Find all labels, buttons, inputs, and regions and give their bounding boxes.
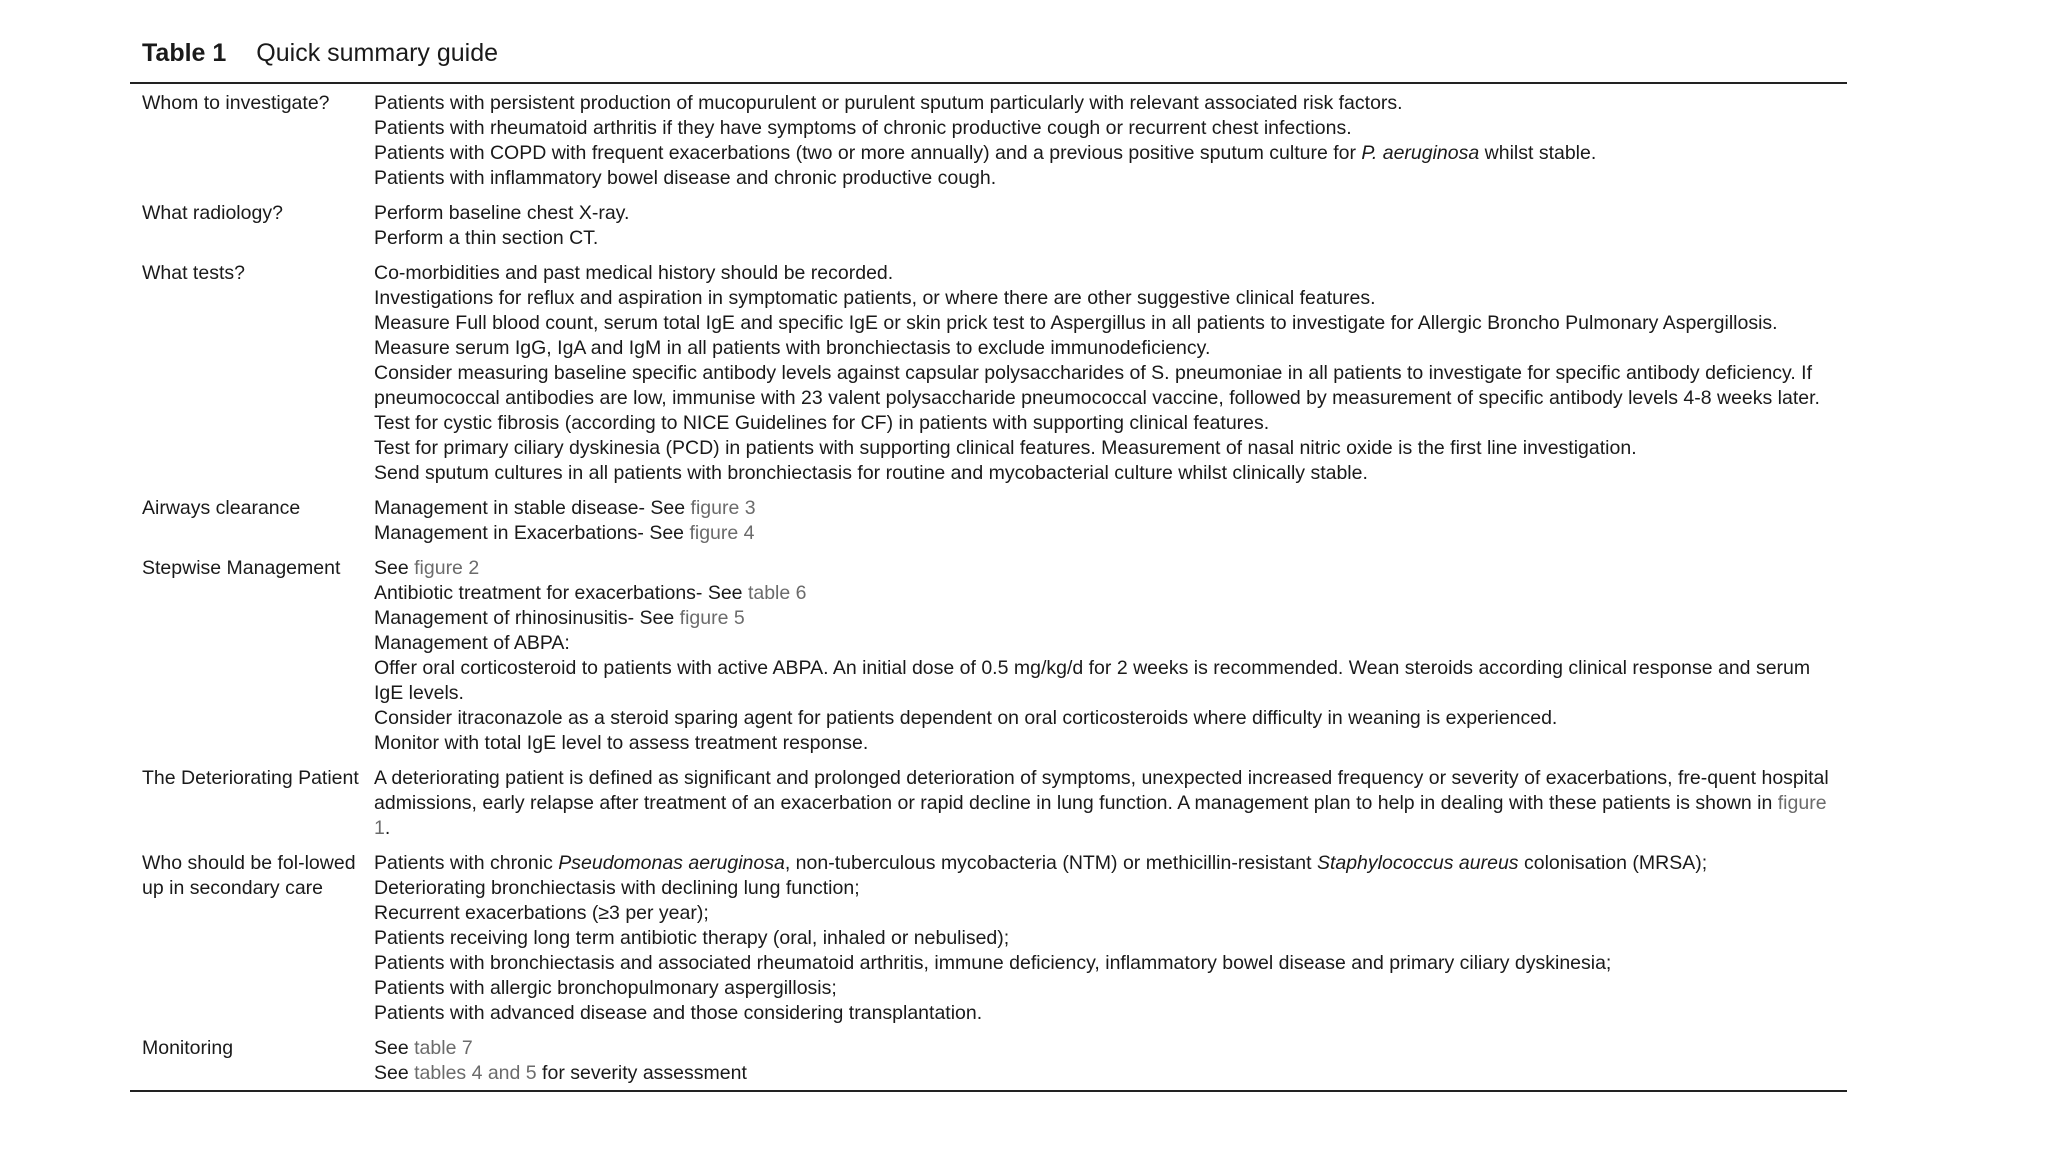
content-line — [374, 166, 1839, 191]
text-segment: Test for primary ciliary dyskinesia (PCD) in patients with supporting clinical features. Measurement of nasal nitric oxide is the first line investigation. — [374, 437, 1637, 459]
cross-reference-link[interactable]: table 7 — [414, 1037, 473, 1059]
row-content — [374, 556, 1847, 756]
table-row — [130, 556, 1847, 756]
content-line — [374, 361, 1839, 411]
row-label: The Deteriorating Patient — [142, 767, 359, 789]
table-row — [130, 851, 1847, 1026]
content-line — [374, 851, 1839, 876]
content-line — [374, 731, 1839, 756]
content-line — [374, 1036, 1839, 1061]
content-line — [374, 606, 1839, 631]
content-line — [374, 116, 1839, 141]
row-content — [374, 851, 1847, 1026]
text-segment: Measure Full blood count, serum total IgE and specific IgE or skin prick test to Aspergillus in all patients to investigate for Allergic Broncho Pulmonary Aspergillosis. — [374, 312, 1778, 334]
text-segment: Offer oral corticosteroid to patients with active ABPA. An initial dose of 0.5 mg/kg/d for 2 weeks is recommended. Wean steroids according clinical response and serum IgE levels. — [374, 657, 1811, 704]
text-segment: Patients with allergic bronchopulmonary aspergillosis; — [374, 977, 837, 999]
table-row — [130, 766, 1847, 841]
italic-term: Staphylococcus aureus — [1316, 852, 1519, 874]
content-line — [374, 261, 1839, 286]
content-line — [374, 766, 1839, 841]
text-segment: Measure serum IgG, IgA and IgM in all patients with bronchiectasis to exclude immunodeficiency. — [374, 337, 1211, 359]
text-segment: Management in Exacerbations- See — [374, 522, 690, 544]
content-line — [374, 1001, 1839, 1026]
text-segment: Management of ABPA: — [374, 632, 570, 654]
content-line — [374, 876, 1839, 901]
table-row — [130, 261, 1847, 486]
table-row — [130, 496, 1847, 546]
row-label: What radiology? — [142, 202, 283, 224]
row-label: Airways clearance — [142, 497, 301, 519]
text-segment: Deteriorating bronchiectasis with declining lung function; — [374, 877, 860, 899]
row-content — [374, 261, 1847, 486]
content-line — [374, 496, 1839, 521]
table-caption — [130, 38, 1847, 82]
cross-reference-link[interactable]: figure 4 — [689, 522, 755, 544]
row-label: Who should be fol-lowed up in secondary care — [142, 852, 356, 899]
text-segment: See — [374, 1037, 415, 1059]
text-segment: Patients with bronchiectasis and associated rheumatoid arthritis, immune deficiency, inflammatory bowel disease and primary ciliary dyskinesia; — [374, 952, 1612, 974]
content-line — [374, 951, 1839, 976]
content-line — [374, 521, 1839, 546]
row-content — [374, 91, 1847, 191]
content-line — [374, 926, 1839, 951]
row-content — [374, 1036, 1847, 1086]
italic-term: P. aeruginosa — [1361, 142, 1480, 164]
text-segment: Perform a thin section CT. — [374, 227, 599, 249]
text-segment: colonisation (MRSA); — [1518, 852, 1708, 874]
content-line — [374, 706, 1839, 731]
text-segment: Patients with advanced disease and those considering transplantation. — [374, 1002, 983, 1024]
text-segment: Investigations for reflux and aspiration in symptomatic patients, or where there are other suggestive clinical features. — [374, 287, 1376, 309]
table-figure — [130, 38, 1847, 1092]
row-content — [374, 766, 1847, 841]
text-segment: Patients with persistent production of mucopurulent or purulent sputum particularly with relevant associated risk factors. — [374, 92, 1403, 114]
text-segment: . — [384, 817, 391, 839]
text-segment: Patients with chronic — [374, 852, 559, 874]
text-segment: Consider measuring baseline specific antibody levels against capsular polysaccharides of S. pneumoniae in all patients to investigate for specific antibody deficiency. If pneumococcal antibodies are low, immunise with 23 valent polysaccharide pneumococcal vaccine, followed by measurement of specific antibody levels 4-8 weeks later. — [374, 362, 1820, 409]
content-line — [374, 336, 1839, 361]
text-segment: Monitor with total IgE level to assess treatment response. — [374, 732, 869, 754]
text-segment: Patients with COPD with frequent exacerbations (two or more annually) and a previous positive sputum culture for — [374, 142, 1362, 164]
cross-reference-link[interactable]: tables 4 and 5 — [414, 1062, 537, 1084]
table-row — [130, 1036, 1847, 1086]
content-line — [374, 91, 1839, 116]
text-segment: Send sputum cultures in all patients with bronchiectasis for routine and mycobacterial culture whilst clinically stable. — [374, 462, 1368, 484]
text-segment: Recurrent exacerbations (≥3 per year); — [374, 902, 709, 924]
content-line — [374, 226, 1839, 251]
row-label: What tests? — [142, 262, 245, 284]
table-row — [130, 91, 1847, 191]
table-row — [130, 201, 1847, 251]
text-segment: Patients receiving long term antibiotic therapy (oral, inhaled or nebulised); — [374, 927, 1010, 949]
text-segment: Patients with inflammatory bowel disease and chronic productive cough. — [374, 167, 997, 189]
content-line — [374, 581, 1839, 606]
table-title: Quick summary guide — [256, 39, 499, 67]
content-line — [374, 141, 1839, 166]
content-line — [374, 201, 1839, 226]
text-segment: Patients with rheumatoid arthritis if they have symptoms of chronic productive cough or recurrent chest infections. — [374, 117, 1352, 139]
text-segment: Test for cystic fibrosis (according to NICE Guidelines for CF) in patients with supporting clinical features. — [374, 412, 1270, 434]
text-segment: Management of rhinosinusitis- See — [374, 607, 680, 629]
content-line — [374, 311, 1839, 336]
content-line — [374, 631, 1839, 656]
text-segment: for severity assessment — [536, 1062, 747, 1084]
row-label: Monitoring — [142, 1037, 234, 1059]
text-segment: See — [374, 557, 415, 579]
content-line — [374, 286, 1839, 311]
text-segment: A deteriorating patient is defined as significant and prolonged deterioration of symptoms, unexpected increased frequency or severity of exacerbations, fre-quent hospital admissions, early relapse after treatment of an exacerbation or rapid decline in lung function. A management plan to help in dealing with these patients is shown in — [374, 767, 1829, 814]
text-segment: whilst stable. — [1479, 142, 1597, 164]
text-segment: Consider itraconazole as a steroid sparing agent for patients dependent on oral corticosteroids where difficulty in weaning is experienced. — [374, 707, 1558, 729]
summary-table — [130, 82, 1847, 1092]
content-line — [374, 436, 1839, 461]
content-line — [374, 901, 1839, 926]
cross-reference-link[interactable]: figure 1 — [374, 792, 1827, 839]
table-number: Table 1 — [142, 39, 227, 67]
text-segment: Perform baseline chest X-ray. — [374, 202, 630, 224]
cross-reference-link[interactable]: table 6 — [747, 582, 807, 604]
cross-reference-link[interactable]: figure 2 — [414, 557, 480, 579]
text-segment: Management in stable disease- See — [374, 497, 691, 519]
row-label: Stepwise Management — [142, 557, 341, 579]
text-segment: Antibiotic treatment for exacerbations- See — [374, 582, 748, 604]
content-line — [374, 556, 1839, 581]
row-content — [374, 496, 1847, 546]
content-line — [374, 1061, 1839, 1086]
content-line — [374, 411, 1839, 436]
text-segment: , non-tuberculous mycobacteria (NTM) or methicillin-resistant — [784, 852, 1317, 874]
content-line — [374, 656, 1839, 706]
italic-term: Pseudomonas aeruginosa — [558, 852, 785, 874]
text-segment: See — [374, 1062, 415, 1084]
row-content — [374, 201, 1847, 251]
content-line — [374, 976, 1839, 1001]
text-segment: Co-morbidities and past medical history should be recorded. — [374, 262, 894, 284]
cross-reference-link[interactable]: figure 3 — [690, 497, 756, 519]
cross-reference-link[interactable]: figure 5 — [679, 607, 745, 629]
row-label: Whom to investigate? — [142, 92, 330, 114]
content-line — [374, 461, 1839, 486]
